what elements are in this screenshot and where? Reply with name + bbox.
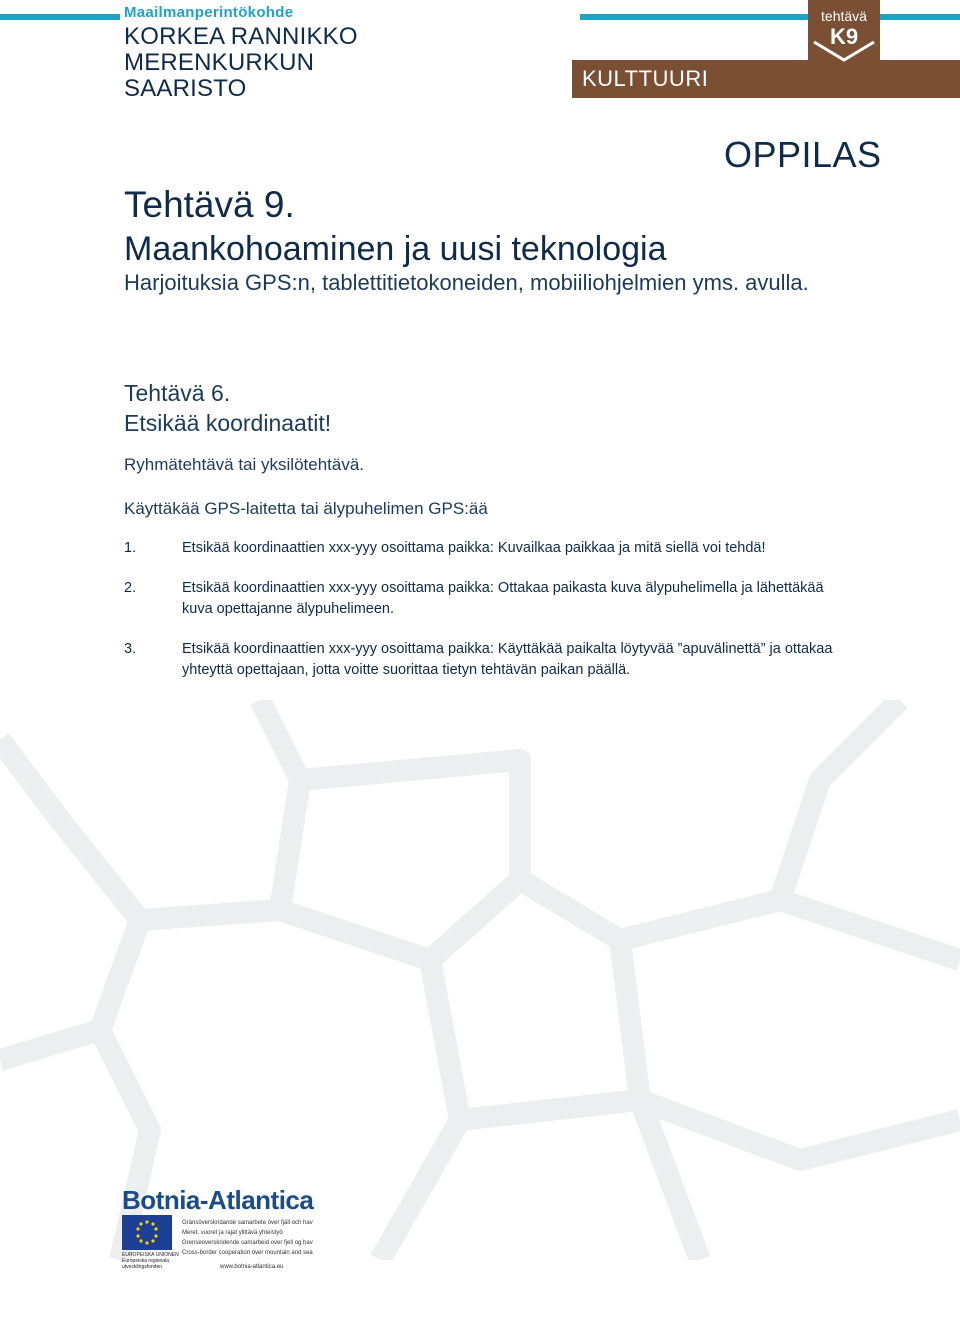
category-label: KULTTUURI	[582, 66, 709, 91]
list-item	[124, 538, 844, 559]
brand-title-line: KORKEA RANNIKKO	[124, 23, 358, 50]
footer-text-line: Cross-border cooperation over mountain and sea	[182, 1250, 313, 1256]
footer-url: www.botnia-atlantica.eu	[220, 1264, 284, 1270]
subtask-number: Tehtävä 6.	[124, 380, 231, 406]
background-graphic	[0, 700, 960, 1260]
role-label: OPPILAS	[724, 134, 882, 175]
task-subtitle: Harjoituksia GPS:n, tablettitietokoneiden, mobiiliohjelmien yms. avulla.	[124, 270, 809, 295]
footer-text-line: Meret, vuoret ja rajat ylittävä yhteistyö	[182, 1230, 283, 1236]
footer-text-line: Grenseoverskridende samarbeid over fjell og hav	[182, 1240, 313, 1246]
list-item	[124, 639, 844, 681]
brand-subtitle: Maailmanperintökohde	[124, 4, 294, 21]
list-number: 1.	[124, 540, 137, 556]
brand	[124, 4, 358, 102]
task-badge	[808, 0, 880, 66]
badge-word: tehtävä	[821, 8, 867, 24]
list-text: Etsikää koordinaattien xxx-yyy osoittama paikka: Käyttäkää paikalta löytyvää ”apuvälinettä” ja ottakaa yhteyttä opettajaan, jotta voitte suorittaa tietyn tehtävän paikan päällä.	[182, 641, 833, 678]
task-list	[124, 538, 844, 700]
list-item	[124, 578, 844, 620]
brand-title-line: MERENKURKUN	[124, 49, 315, 76]
eu-flag-icon	[122, 1215, 172, 1250]
footer-text	[182, 1218, 332, 1258]
task-number: Tehtävä 9.	[124, 184, 295, 225]
list-text: Etsikää koordinaattien xxx-yyy osoittama paikka: Kuvailkaa paikkaa ja mitä siellä voi tehdä!	[182, 540, 766, 556]
brand-title	[124, 24, 358, 102]
task-title: Maankohoaminen ja uusi teknologia	[124, 230, 667, 268]
subtask-title: Etsikää koordinaatit!	[124, 410, 332, 436]
subtask-instruction: Käyttäkää GPS-laitetta tai älypuhelimen GPS:ää	[124, 499, 488, 518]
footer-logo: Botnia-Atlantica	[122, 1185, 314, 1215]
brand-title-line: SAARISTO	[124, 75, 247, 102]
badge-code: K9	[829, 24, 859, 49]
category-bar	[572, 60, 960, 98]
footer-text-line: Gränsöverskridande samarbete över fjäll och hav	[182, 1220, 313, 1226]
list-text: Etsikää koordinaattien xxx-yyy osoittama paikka: Ottakaa paikasta kuva älypuhelimella ja lähettäkää kuva opettajanne älypuhelimeen.	[182, 580, 824, 617]
subtask-mode: Ryhmätehtävä tai yksilötehtävä.	[124, 455, 365, 474]
eu-label: EUROPEISKA UNIONEN Europeiska regionala utvecklingsfonden	[122, 1252, 179, 1270]
list-number: 3.	[124, 641, 137, 657]
list-number: 2.	[124, 580, 137, 596]
